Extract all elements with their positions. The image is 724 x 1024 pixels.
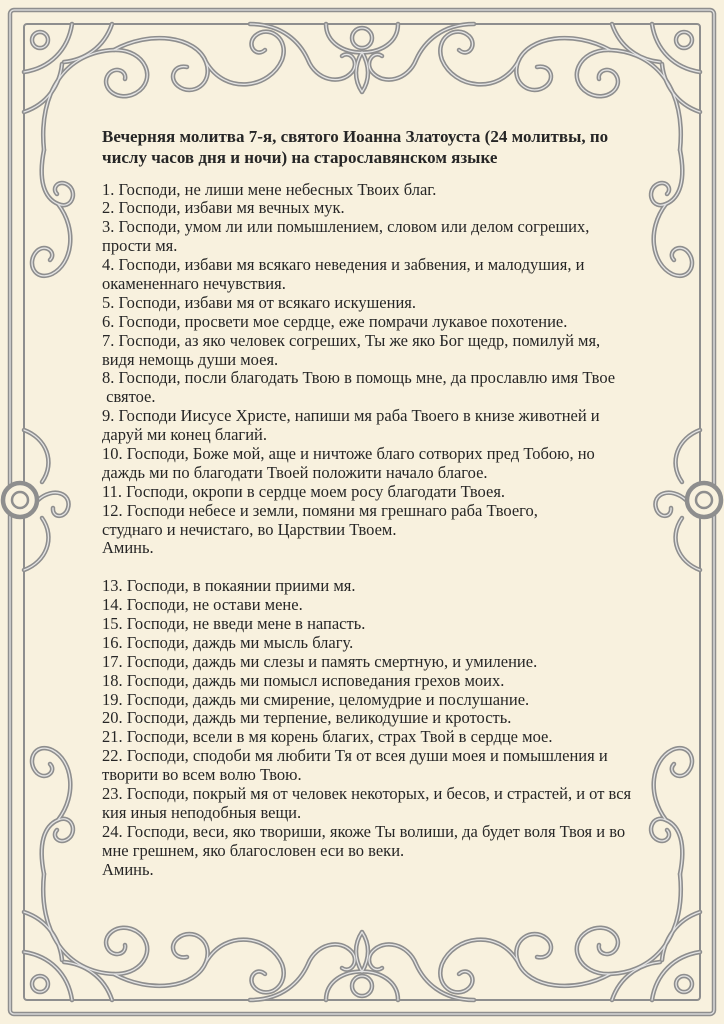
prayer-item [102,596,662,615]
prayer-section-2 [102,577,662,879]
prayer-line: святое. [102,387,156,407]
prayer-item [102,577,662,596]
prayer-line: 20. Господи, даждь ми терпение, великодушие и кротость. [102,708,512,728]
prayer-line: 16. Господи, даждь ми мысль благу. [102,632,354,652]
prayer-line: 1. Господи, не лиши мене небесных Твоих благ. [102,179,437,199]
prayer-line: 11. Господи, окропи в сердце моем росу благодати Твоея. [102,481,506,501]
prayer-item [102,653,662,672]
prayer-line: видя немощь души моея. [102,349,279,369]
prayer-line: 24. Господи, веси, яко твориши, якоже Ты волиши, да будет воля Твоя и во [102,821,626,841]
prayer-item [102,313,662,332]
document-title [102,126,662,168]
prayer-item [102,369,662,407]
prayer-item [102,483,662,502]
prayer-item [102,728,662,747]
prayer-line: студнаго и нечистаго, во Царствии Твоем. [102,519,397,539]
prayer-item [102,785,662,823]
prayer-line: 23. Господи, покрый мя от человек некоторых, и бесов, и страстей, и от вся [102,784,632,803]
prayer-line: творити во всем волю Твою. [102,765,302,785]
side-medallion-left [3,483,37,517]
prayer-item [102,199,662,218]
prayer-item [102,634,662,653]
prayer-line: 21. Господи, всели в мя корень благих, страх Твой в сердце мое. [102,727,553,747]
prayer-line: 18. Господи, даждь ми помысл исповедания грехов моих. [102,670,505,690]
prayer-line: 2. Господи, избави мя вечных мук. [102,198,345,218]
prayer-line: 9. Господи Иисусе Христе, напиши мя раба Твоего в книзе животней и [102,406,600,426]
prayer-item [102,672,662,691]
prayer-item [102,709,662,728]
prayer-item [102,181,662,200]
prayer-line: 8. Господи, посли благодать Твою в помощь мне, да прославлю имя Твое [102,368,616,388]
prayer-item [102,445,662,483]
prayer-line: 6. Господи, просвети мое сердце, еже помрачи лукавое похотение. [102,311,568,331]
prayer-line: даруй ми конец благий. [102,425,267,445]
side-medallion-right [687,483,721,517]
prayer-text [102,126,662,879]
prayer-item [102,332,662,370]
prayer-line: 19. Господи, даждь ми смирение, целомудрие и послушание. [102,689,530,709]
prayer-item [102,747,662,785]
prayer-item [102,615,662,634]
prayer-line: 7. Господи, аз яко человек согреших, Ты же яко Бог щедр, помилуй мя, [102,330,601,350]
prayer-line: даждь ми по благодати Твоей положити начало благое. [102,462,488,482]
amen-line: Аминь. [102,859,154,879]
prayer-line: мне грешнем, яко благословен еси во веки. [102,840,405,860]
prayer-line: 12. Господи небесе и земли, помяни мя грешнаго раба Твоего, [102,500,538,520]
title-line: Вечерняя молитва 7-я, святого Иоанна Златоуста (24 молитвы, по [102,127,609,146]
prayer-line: 22. Господи, сподоби мя любити Тя от всея души моея и помышления и [102,746,608,766]
prayer-line: 14. Господи, не остави мене. [102,595,303,615]
prayer-item [102,294,662,313]
prayer-line: 17. Господи, даждь ми слезы и память смертную, и умиление. [102,651,538,671]
prayer-item [102,256,662,294]
prayer-line: 15. Господи, не введи мене в напасть. [102,613,366,633]
prayer-line: прости мя. [102,236,178,256]
prayer-line: 4. Господи, избави мя всякаго неведения и забвения, и малодушия, и [102,255,585,275]
amen-line: Аминь. [102,538,154,558]
prayer-line: окамененнаго нечувствия. [102,273,286,293]
prayer-line: 10. Господи, Боже мой, аще и ничтоже благо сотворих пред Тобою, но [102,443,595,463]
prayer-item [102,823,662,861]
title-line: числу часов дня и ночи) на старославянском языке [102,148,498,167]
prayer-line: 5. Господи, избави мя от всякаго искушения. [102,292,417,312]
prayer-line: 13. Господи, в покаянии приими мя. [102,576,356,596]
prayer-item [102,218,662,256]
prayer-line: кия иныя неподобныя вещи. [102,802,302,822]
prayer-line: 3. Господи, умом ли или помышлением, словом или делом согреших, [102,217,590,237]
prayer-item [102,691,662,710]
prayer-section-1 [102,181,662,559]
prayer-item [102,407,662,445]
prayer-item [102,502,662,540]
